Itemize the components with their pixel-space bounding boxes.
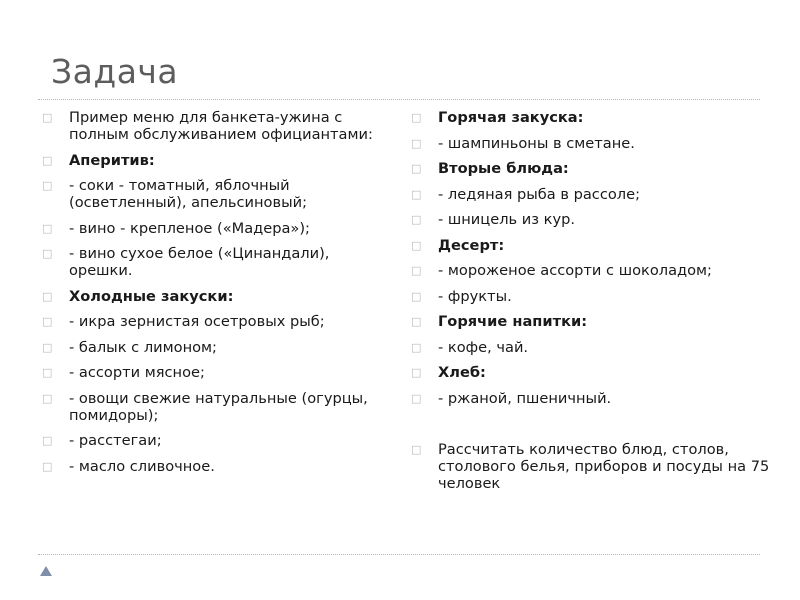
list-item-text: - шампиньоны в сметане. [438, 134, 635, 152]
menu-section-heading [42, 288, 382, 305]
list-item [411, 211, 771, 228]
list-item [42, 339, 382, 356]
bullet-icon: □ [42, 391, 53, 405]
list-item-text: Десерт: [438, 236, 505, 254]
list-item [411, 186, 771, 203]
list-item-text: - вино сухое белое («Цинандали), орешки. [69, 245, 330, 279]
list-spacer [411, 415, 771, 432]
list-item [42, 458, 382, 475]
list-item-text: - масло сливочное. [69, 457, 215, 475]
left-column [42, 109, 382, 483]
menu-section-heading [411, 160, 771, 177]
list-item-text: Рассчитать количество блюд, столов, столового белья, приборов и посуды на 75 человек [438, 440, 770, 492]
list-item-text: Горячие напитки: [438, 313, 588, 330]
bullet-icon: □ [42, 459, 53, 473]
bullet-icon: □ [411, 340, 422, 354]
bullet-icon: □ [42, 247, 53, 260]
list-item-text: - овощи свежие натуральные (огурцы, помидоры); [69, 389, 368, 424]
list-item [411, 135, 771, 152]
bullet-icon: □ [42, 340, 53, 354]
list-item-text: - соки - томатный, яблочный (осветленный), апельсиновый; [69, 177, 307, 211]
list-item-text: Вторые блюда: [438, 160, 569, 177]
list-item-text: - расстегаи; [69, 432, 162, 449]
list-item-text: Пример меню для банкета-ужина с полным обслуживанием официантами: [69, 109, 373, 143]
list-item [411, 288, 771, 305]
list-item-text: - балык с лимоном; [69, 338, 217, 356]
list-item [411, 339, 771, 356]
list-item-text: - кофе, чай. [438, 338, 529, 356]
list-item [411, 262, 771, 279]
bullet-icon: □ [42, 434, 53, 447]
bullet-icon: □ [42, 111, 53, 124]
bullet-icon: □ [411, 187, 422, 201]
bullet-icon: □ [42, 153, 53, 167]
list-item [42, 220, 382, 237]
title-divider [38, 99, 760, 100]
bullet-icon: □ [411, 111, 422, 124]
bullet-icon: □ [411, 391, 422, 405]
list-item [42, 432, 382, 449]
bullet-icon: □ [411, 289, 422, 303]
list-item-text: - мороженое ассорти с шоколадом; [438, 262, 712, 279]
list-item-text: Холодные закуски: [69, 287, 234, 305]
list-item-text: Горячая закуска: [438, 109, 584, 126]
right-column [411, 109, 771, 500]
bullet-icon: □ [411, 366, 422, 379]
bullet-icon: □ [42, 315, 53, 328]
list-item-text: - вино - крепленое («Мадера»); [69, 219, 310, 237]
slide-title: Задача [51, 52, 179, 91]
list-item [42, 313, 382, 330]
menu-section-heading [411, 364, 771, 381]
list-item-text: - фрукты. [438, 287, 512, 305]
list-item [411, 390, 771, 407]
bullet-icon: □ [42, 289, 53, 303]
list-item [42, 109, 382, 143]
list-item [42, 390, 382, 424]
bullet-icon: □ [42, 179, 53, 192]
list-item-text: - ржаной, пшеничный. [438, 389, 612, 407]
bullet-icon: □ [411, 264, 422, 277]
list-item-text: - шницель из кур. [438, 211, 576, 228]
bullet-icon: □ [411, 442, 422, 456]
menu-section-heading [411, 313, 771, 330]
list-item [42, 364, 382, 381]
list-item-text: - ассорти мясное; [69, 364, 205, 381]
footer-divider [38, 554, 760, 555]
list-item [42, 177, 382, 211]
bullet-icon: □ [411, 162, 422, 175]
list-item [42, 245, 382, 279]
bullet-icon: □ [42, 366, 53, 379]
list-item-text: Хлеб: [438, 364, 486, 381]
list-item-text: - ледяная рыба в рассоле; [438, 185, 640, 203]
list-item-text: - икра зернистая осетровых рыб; [69, 313, 325, 330]
menu-section-heading [42, 152, 382, 169]
bullet-icon: □ [411, 238, 422, 252]
list-item-text: Аперитив: [69, 151, 155, 169]
bullet-icon: □ [42, 221, 53, 235]
bullet-icon: □ [411, 213, 422, 226]
menu-section-heading [411, 237, 771, 254]
bullet-icon: □ [411, 136, 422, 150]
list-item [411, 441, 771, 492]
bullet-icon: □ [411, 315, 422, 328]
slide-nav-arrow-icon[interactable] [40, 566, 52, 576]
menu-section-heading [411, 109, 771, 126]
